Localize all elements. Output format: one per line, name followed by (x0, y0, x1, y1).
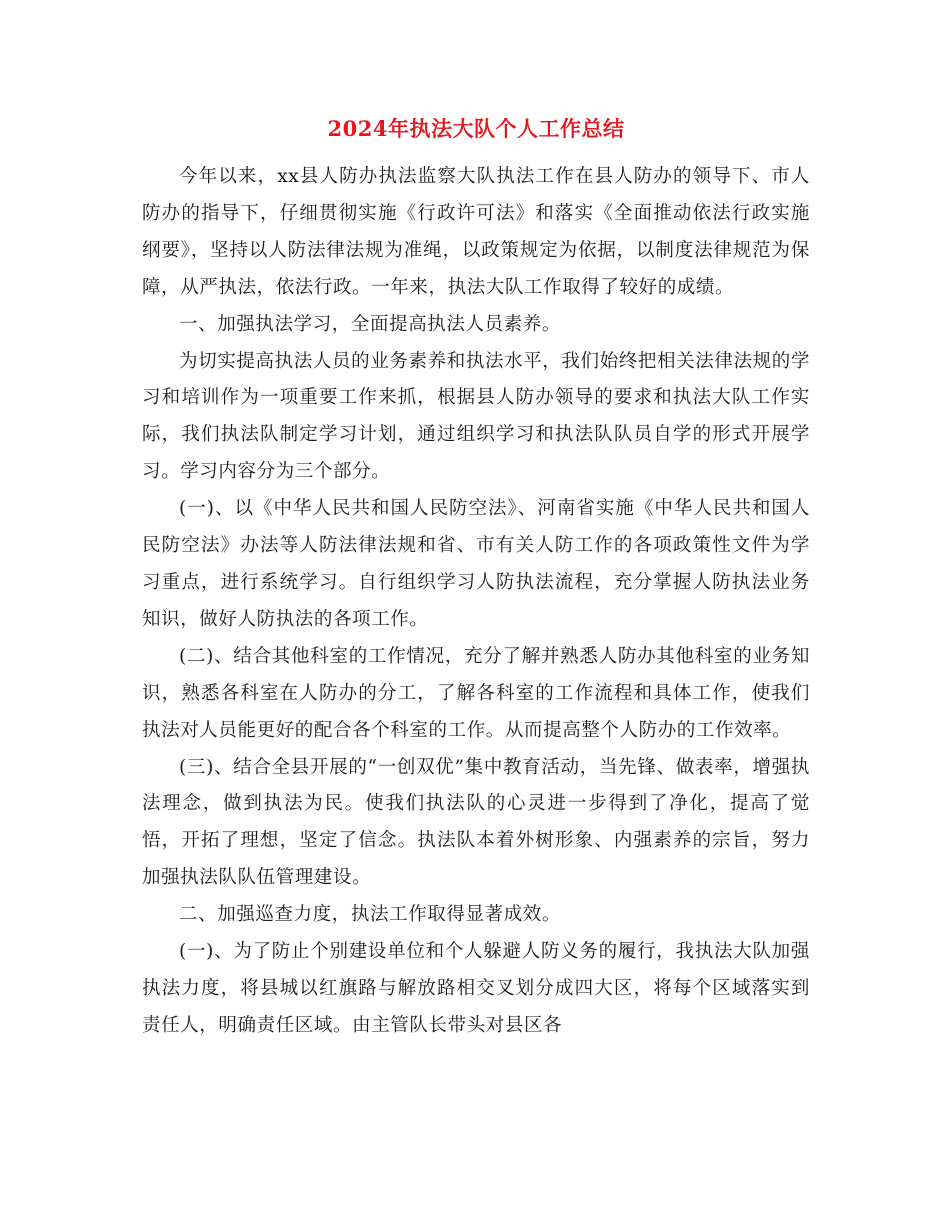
paragraph-intro: 今年以来，xx县人防办执法监察大队执法工作在县人防办的领导下、市人防办的指导下，仔细贯彻实施《行政许可法》和落实《全面推动依法行政实施纲要》，坚持以人防法律法规为准绳，以政策规定为依据，以制度法律规范为保障，从严执法，依法行政。一年来，执法大队工作取得了较好的成绩。 (142, 166, 810, 298)
paragraph-study-item-3: (三)、结合全县开展的“一创双优”集中教育活动，当先锋、做表率，增强执法理念，做到执法为民。使我们执法队的心灵进一步得到了净化，提高了觉悟，开拓了理想，坚定了信念。执法队本着外树形象、内强素养的宗旨，努力加强执法队队伍管理建设。 (142, 756, 810, 889)
paragraph-patrol-item-1: (一)、为了防止个别建设单位和个人躲避人防义务的履行，我执法大队加强执法力度，将县城以红旗路与解放路相交叉划分成四大区，将每个区域落实到责任人，明确责任区域。由主管队长带头对县区各 (142, 941, 810, 1036)
section-heading-2: 二、加强巡查力度，执法工作取得显著成效。 (179, 904, 562, 926)
document-title: 2024年执法大队个人工作总结 (327, 116, 625, 141)
paragraph-study-item-1: (一)、以《中华人民共和国人民防空法》、河南省实施《中华人民共和国人民防空法》办法等人防法律法规和省、市有关人防工作的各项政策性文件为学习重点，进行系统学习。自行组织学习人防执法流程，充分掌握人防执法业务知识，做好人防执法的各项工作。 (142, 498, 810, 630)
section-heading-1: 一、加强执法学习，全面提高执法人员素养。 (179, 313, 562, 335)
paragraph-study-item-2: (二)、结合其他科室的工作情况，充分了解并熟悉人防办其他科室的业务知识，熟悉各科室在人防办的分工，了解各科室的工作流程和具体工作，使我们执法对人员能更好的配合各个科室的工作。从而提高整个人防办的工作效率。 (142, 645, 810, 741)
paragraph-study-overview: 为切实提高执法人员的业务素养和执法水平，我们始终把相关法律法规的学习和培训作为一项重要工作来抓，根据县人防办领导的要求和执法大队工作实际，我们执法队制定学习计划，通过组织学习和执法队队员自学的形式开展学习。学习内容分为三个部分。 (142, 350, 810, 483)
